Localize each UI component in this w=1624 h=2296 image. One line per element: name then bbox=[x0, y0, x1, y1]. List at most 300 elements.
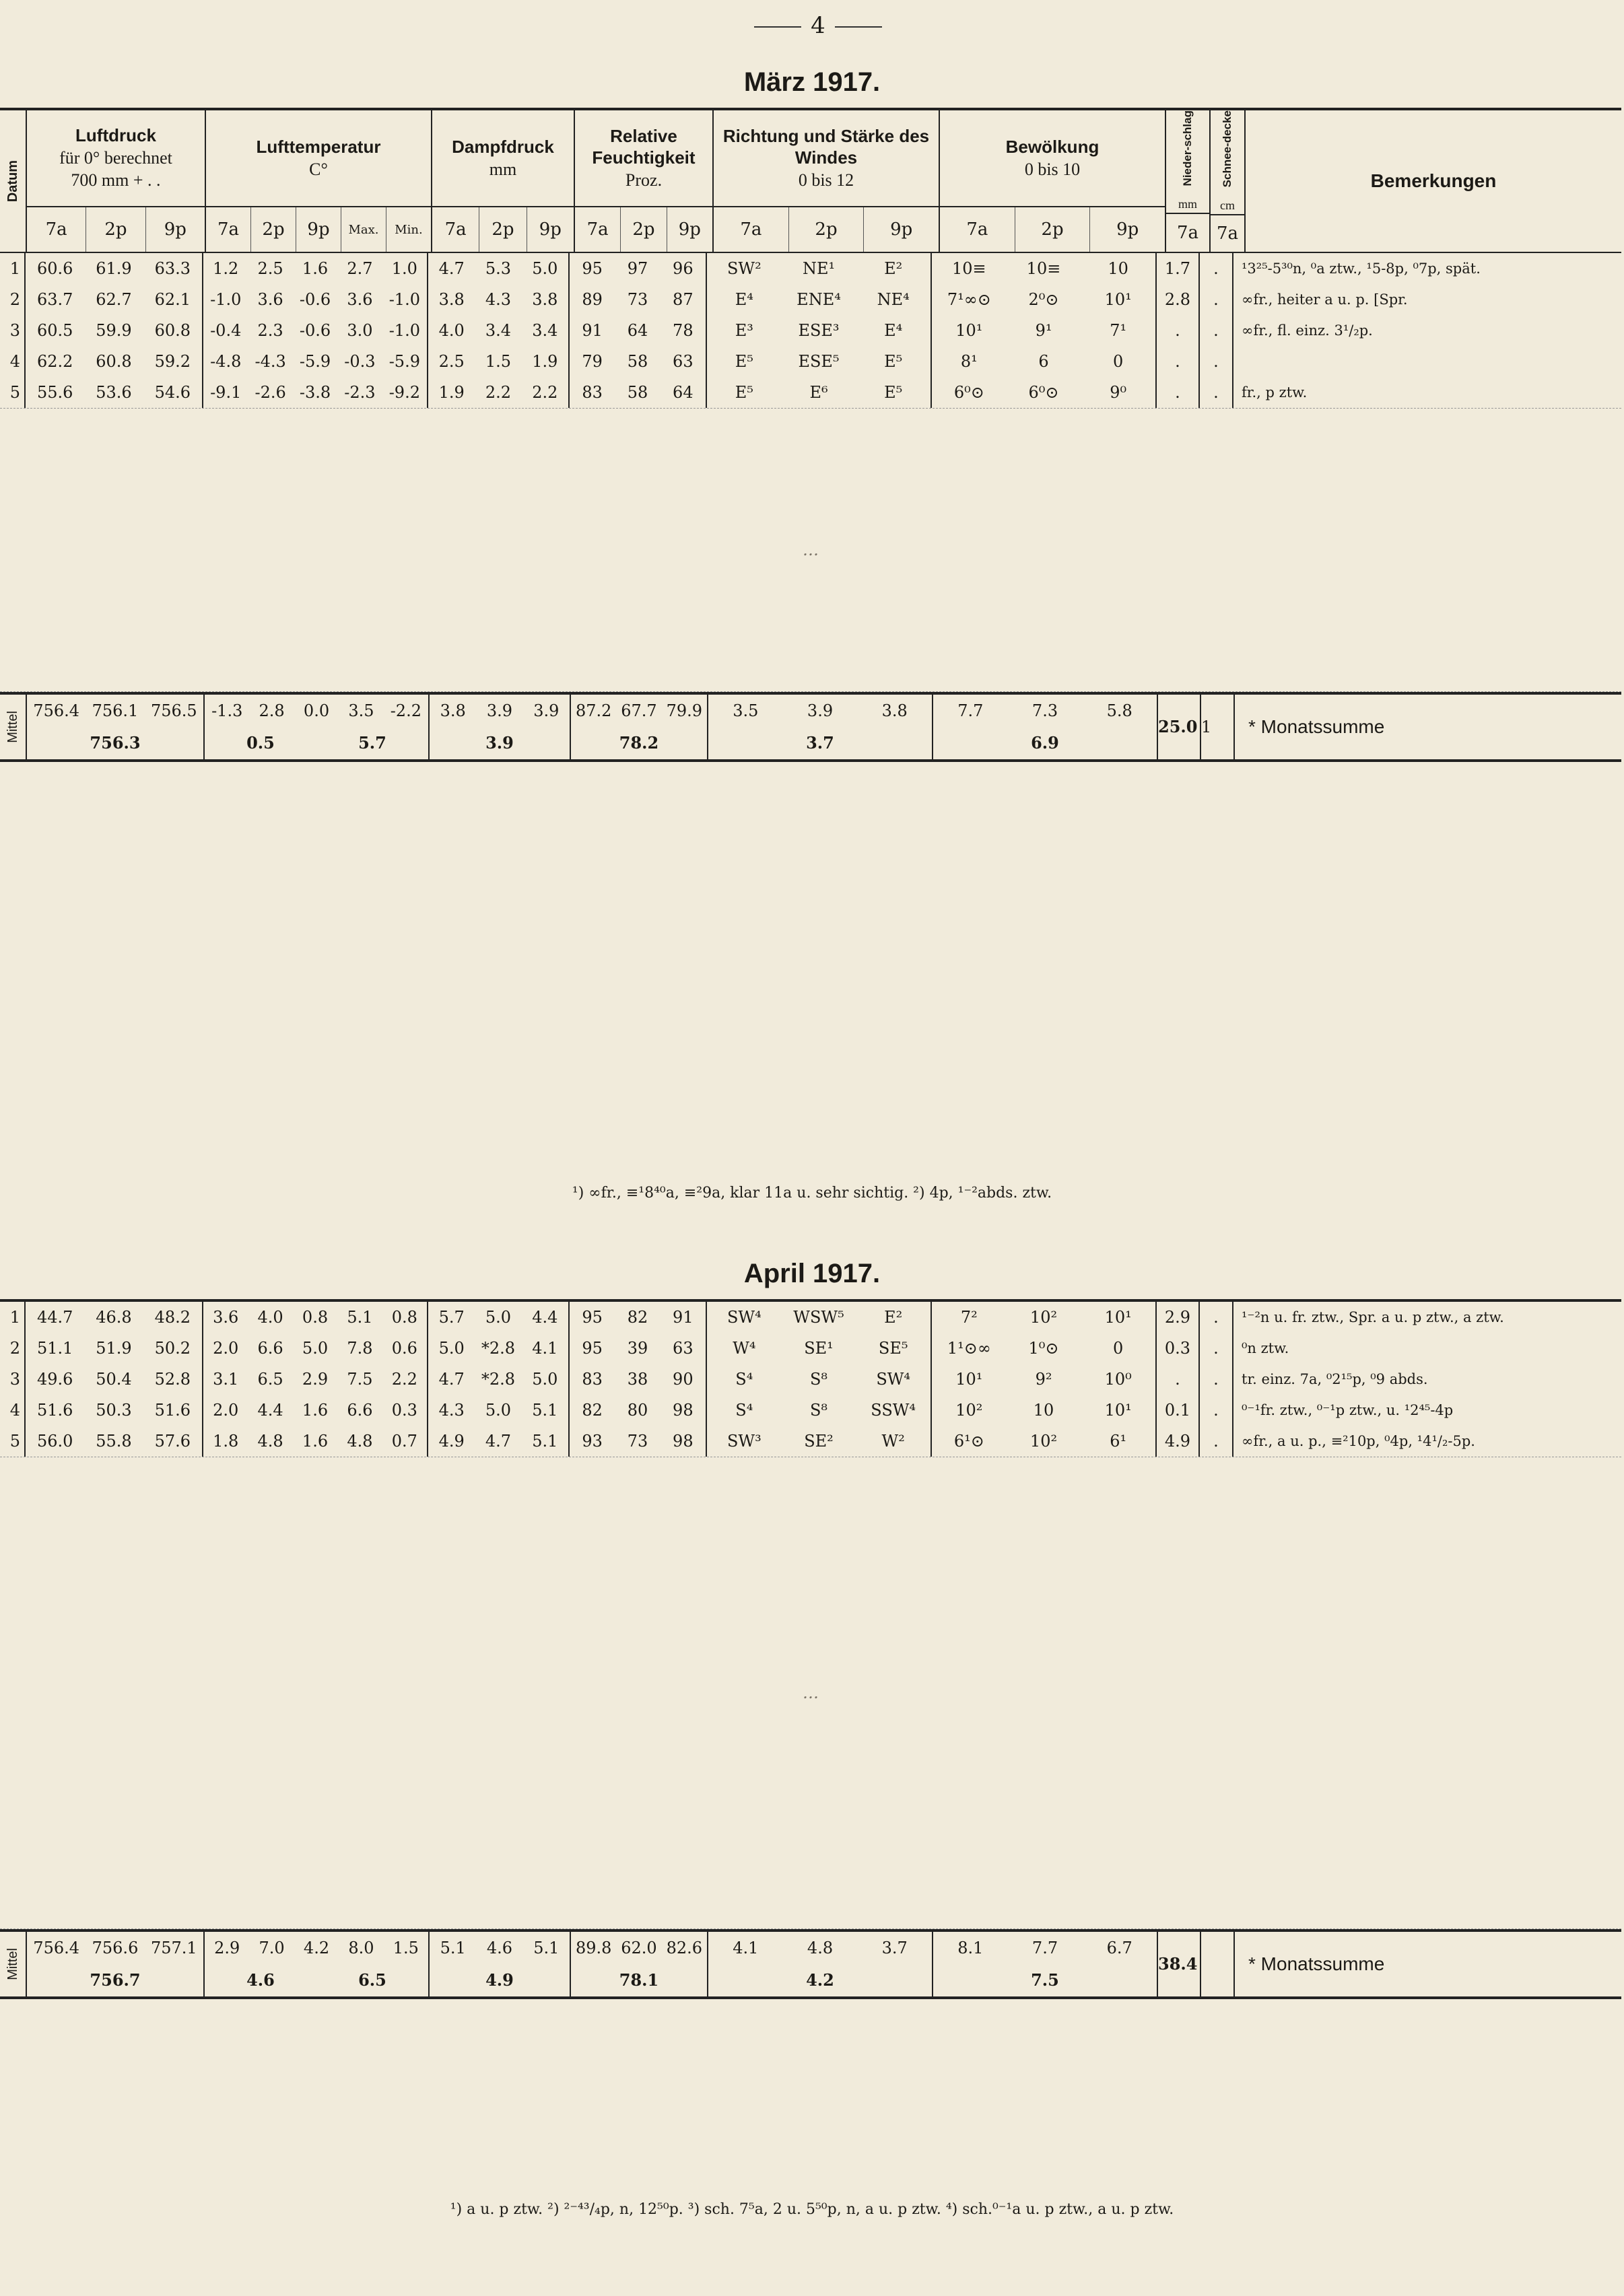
table-cell: 10 bbox=[1033, 1401, 1054, 1420]
table-cell: -4.3 bbox=[255, 352, 286, 371]
table-cell: 83 bbox=[582, 383, 603, 402]
table-cell: 0.5 bbox=[246, 733, 275, 753]
cell-group-b bbox=[932, 1333, 1157, 1364]
table-row bbox=[0, 284, 1621, 315]
cell-group-dd bbox=[428, 1333, 570, 1364]
table-cell: 6⁰⊙ bbox=[1028, 383, 1059, 402]
table-cell: 757.1 bbox=[150, 1939, 197, 1957]
table-cell: 4.7 bbox=[438, 259, 465, 278]
month-title-april: April 1917. bbox=[743, 1259, 881, 1288]
table-cell: 756.5 bbox=[150, 701, 197, 720]
cell-group-p bbox=[26, 1364, 203, 1395]
table-cell: 756.1 bbox=[92, 701, 139, 720]
table-cell: 5.1 bbox=[347, 1308, 373, 1327]
table-cell: -0.3 bbox=[344, 352, 376, 371]
table-cell: . bbox=[1213, 290, 1219, 309]
cell-schneedecke bbox=[1200, 346, 1233, 377]
table-cell: 7¹ bbox=[1110, 321, 1127, 340]
table-cell: 51.9 bbox=[96, 1339, 132, 1358]
table-cell: 1.9 bbox=[532, 352, 558, 371]
table-cell: 1.8 bbox=[213, 1432, 239, 1451]
col-datum: Datum bbox=[0, 110, 27, 252]
table-april bbox=[0, 1299, 1621, 1999]
remark-cell: ⁰n ztw. bbox=[1242, 1340, 1289, 1356]
table-cell: 6.6 bbox=[257, 1339, 283, 1358]
table-cell: 6⁰⊙ bbox=[953, 383, 984, 402]
table-cell: E³ bbox=[735, 321, 753, 340]
cell-group-f bbox=[570, 1426, 707, 1457]
table-cell: 78.2 bbox=[619, 733, 659, 753]
table-cell: 1.5 bbox=[485, 352, 512, 371]
april-rows bbox=[0, 1302, 1621, 1457]
table-cell: 54.6 bbox=[154, 383, 191, 402]
table-cell: 78.1 bbox=[619, 1970, 659, 1990]
table-cell: SW² bbox=[726, 259, 762, 278]
table-cell: 4.6 bbox=[486, 1939, 513, 1957]
table-cell: 10¹ bbox=[1104, 1401, 1132, 1420]
table-cell: 6.7 bbox=[1106, 1939, 1132, 1957]
col-group-dampfdruck: Dampfdruck mm 7a 2p 9p bbox=[432, 110, 575, 252]
mittel-b bbox=[933, 1932, 1158, 1996]
table-row bbox=[0, 377, 1621, 408]
cell-niederschlag bbox=[1157, 1426, 1200, 1457]
remark-cell: ∞fr., fl. einz. 3¹/₂p. bbox=[1242, 322, 1373, 339]
cell-group-w bbox=[707, 377, 932, 408]
mittel-schneedecke bbox=[1201, 1932, 1235, 1996]
mittel-schneedecke bbox=[1201, 695, 1235, 759]
table-cell: 95 bbox=[582, 1308, 603, 1327]
table-cell: 10 bbox=[1108, 259, 1128, 278]
table-cell: 63.7 bbox=[36, 290, 73, 309]
table-cell: -5.9 bbox=[299, 352, 331, 371]
cell-group-dd bbox=[428, 377, 570, 408]
table-cell: SW⁴ bbox=[876, 1370, 911, 1389]
table-march bbox=[0, 108, 1621, 762]
cell-schneedecke bbox=[1200, 1364, 1233, 1395]
mittel-p bbox=[27, 1932, 205, 1996]
table-row bbox=[0, 253, 1621, 284]
table-cell: 1⁰⊙ bbox=[1028, 1339, 1059, 1358]
table-cell: 10≡ bbox=[952, 259, 986, 278]
col-group-bewoelkung: Bewölkung 0 bis 10 7a 2p 9p bbox=[940, 110, 1166, 252]
table-cell: 9⁰ bbox=[1110, 383, 1127, 402]
table-cell: . bbox=[1213, 352, 1219, 371]
table-cell: 48.2 bbox=[154, 1308, 191, 1327]
table-cell: 1¹⊙∞ bbox=[947, 1339, 991, 1358]
table-cell: . bbox=[1213, 1339, 1219, 1358]
cell-group-w bbox=[707, 315, 932, 346]
cell-niederschlag bbox=[1157, 253, 1200, 284]
cell-group-f bbox=[570, 315, 707, 346]
table-cell: 4.7 bbox=[485, 1432, 512, 1451]
table-cell: -1.0 bbox=[388, 290, 420, 309]
cell-group-t bbox=[203, 284, 428, 315]
table-cell: 0.3 bbox=[1164, 1339, 1191, 1358]
date-cell: 3 bbox=[0, 315, 26, 346]
table-cell: 1.6 bbox=[302, 259, 329, 278]
table-cell: 60.8 bbox=[154, 321, 191, 340]
table-cell: 4.3 bbox=[438, 1401, 465, 1420]
table-cell: 52.8 bbox=[154, 1370, 191, 1389]
table-cell: 756.7 bbox=[90, 1970, 141, 1990]
table-cell: -0.4 bbox=[210, 321, 242, 340]
table-cell: 3.8 bbox=[440, 701, 466, 720]
table-cell: 5.1 bbox=[532, 1401, 558, 1420]
cell-group-p bbox=[26, 284, 203, 315]
table-cell: E⁴ bbox=[884, 321, 903, 340]
table-cell: 10¹ bbox=[1104, 290, 1132, 309]
cell-schneedecke bbox=[1200, 1302, 1233, 1333]
cell-group-f bbox=[570, 253, 707, 284]
table-cell: 62.2 bbox=[36, 352, 73, 371]
omitted-rows-note: … bbox=[0, 408, 1621, 692]
table-cell: 6¹ bbox=[1110, 1432, 1127, 1451]
table-cell: 1.0 bbox=[391, 259, 417, 278]
table-cell: 4.9 bbox=[438, 1432, 465, 1451]
mittel-f bbox=[571, 1932, 708, 1996]
cell-group-t bbox=[203, 1333, 428, 1364]
table-cell: 59.9 bbox=[96, 321, 132, 340]
table-cell: E⁴ bbox=[735, 290, 753, 309]
table-cell: 0.1 bbox=[1164, 1401, 1191, 1420]
table-cell: 6 bbox=[1038, 352, 1049, 371]
table-cell: 7.5 bbox=[347, 1370, 373, 1389]
table-cell: 3.7 bbox=[806, 733, 834, 753]
table-cell: 79 bbox=[582, 352, 603, 371]
table-cell: 4.2 bbox=[303, 1939, 330, 1957]
table-cell: 98 bbox=[673, 1432, 693, 1451]
table-cell: 8¹ bbox=[960, 352, 978, 371]
table-cell: 87.2 bbox=[575, 701, 612, 720]
mittel-w bbox=[708, 1932, 933, 1996]
table-cell: 3.6 bbox=[257, 290, 283, 309]
table-cell: 10≡ bbox=[1026, 259, 1061, 278]
cell-group-w bbox=[707, 1426, 932, 1457]
table-cell: -2.3 bbox=[344, 383, 376, 402]
omitted-rows-note: … bbox=[0, 1457, 1621, 1929]
table-cell: 2.8 bbox=[259, 701, 285, 720]
cell-group-w bbox=[707, 284, 932, 315]
table-cell: 46.8 bbox=[96, 1308, 132, 1327]
date-cell: 4 bbox=[0, 1395, 26, 1426]
cell-group-p bbox=[26, 346, 203, 377]
table-cell: 2.5 bbox=[257, 259, 283, 278]
table-cell: 5.0 bbox=[438, 1339, 465, 1358]
table-cell: 5.7 bbox=[358, 733, 386, 753]
cell-niederschlag bbox=[1157, 1302, 1200, 1333]
table-cell: 62.1 bbox=[154, 290, 191, 309]
cell-group-p bbox=[26, 377, 203, 408]
cell-schneedecke bbox=[1200, 284, 1233, 315]
table-cell: E⁵ bbox=[884, 383, 903, 402]
table-cell: 4.8 bbox=[807, 1939, 834, 1957]
table-cell: 0.8 bbox=[302, 1308, 329, 1327]
table-cell: 1.2 bbox=[213, 259, 239, 278]
table-cell: 10² bbox=[955, 1401, 983, 1420]
cell-group-b bbox=[932, 1426, 1157, 1457]
cell-niederschlag bbox=[1157, 346, 1200, 377]
table-cell: 4.0 bbox=[257, 1308, 283, 1327]
cell-group-f bbox=[570, 1395, 707, 1426]
table-cell: SE¹ bbox=[804, 1339, 834, 1358]
table-cell: 80 bbox=[627, 1401, 648, 1420]
table-row bbox=[0, 1364, 1621, 1395]
table-cell: 4.8 bbox=[347, 1432, 373, 1451]
table-cell: 2.8 bbox=[1164, 290, 1191, 309]
cell-group-dd bbox=[428, 284, 570, 315]
table-cell: 58 bbox=[627, 352, 648, 371]
mittel-label: Mittel bbox=[0, 695, 27, 759]
table-cell: -1.0 bbox=[210, 290, 242, 309]
table-cell: S⁸ bbox=[809, 1401, 828, 1420]
table-cell: 25.0 bbox=[1158, 717, 1198, 736]
date-cell: 1 bbox=[0, 253, 26, 284]
table-cell: 4.7 bbox=[438, 1370, 465, 1389]
table-cell: 90 bbox=[673, 1370, 693, 1389]
table-cell: 60.5 bbox=[36, 321, 73, 340]
table-cell: 2⁰⊙ bbox=[1028, 290, 1059, 309]
table-cell: 4.1 bbox=[733, 1939, 759, 1957]
table-cell: E⁵ bbox=[884, 352, 903, 371]
table-cell: 3.9 bbox=[486, 701, 513, 720]
cell-group-t bbox=[203, 346, 428, 377]
table-cell: 10¹ bbox=[955, 321, 983, 340]
remark-cell: tr. einz. 7a, ⁰2¹⁵p, ⁰9 abds. bbox=[1242, 1371, 1428, 1387]
mittel-label: Mittel bbox=[0, 1932, 27, 1996]
cell-group-w bbox=[707, 1364, 932, 1395]
mittel-f bbox=[571, 695, 708, 759]
table-cell: 78 bbox=[673, 321, 693, 340]
date-cell: 4 bbox=[0, 346, 26, 377]
cell-niederschlag bbox=[1157, 1333, 1200, 1364]
cell-niederschlag bbox=[1157, 1395, 1200, 1426]
table-cell: 93 bbox=[582, 1432, 603, 1451]
cell-group-dd bbox=[428, 1395, 570, 1426]
table-cell: 5.1 bbox=[440, 1939, 466, 1957]
table-cell: 3.6 bbox=[213, 1308, 239, 1327]
table-cell: 10² bbox=[1029, 1432, 1058, 1451]
table-cell: 756.4 bbox=[33, 701, 80, 720]
table-cell: 56.0 bbox=[36, 1432, 73, 1451]
table-header bbox=[0, 110, 1621, 253]
table-cell: 64 bbox=[627, 321, 648, 340]
table-cell: SW³ bbox=[726, 1432, 762, 1451]
table-cell: 2.5 bbox=[438, 352, 465, 371]
table-cell: 5.1 bbox=[533, 1939, 560, 1957]
table-row bbox=[0, 1333, 1621, 1364]
cell-group-t bbox=[203, 1364, 428, 1395]
cell-group-dd bbox=[428, 315, 570, 346]
col-schneedecke: Schnee-decke cm 7a bbox=[1211, 110, 1246, 252]
cell-group-w bbox=[707, 1302, 932, 1333]
cell-group-t bbox=[203, 1426, 428, 1457]
table-cell: 50.2 bbox=[154, 1339, 191, 1358]
table-cell: 4.0 bbox=[438, 321, 465, 340]
table-cell: 3.0 bbox=[347, 321, 373, 340]
cell-niederschlag bbox=[1157, 315, 1200, 346]
table-cell: 7.3 bbox=[1031, 701, 1058, 720]
table-cell: W² bbox=[881, 1432, 905, 1451]
table-cell: 2.0 bbox=[213, 1339, 239, 1358]
table-cell: SE⁵ bbox=[878, 1339, 908, 1358]
cell-group-w bbox=[707, 1333, 932, 1364]
table-cell: 38.4 bbox=[1158, 1954, 1198, 1974]
table-cell: 49.6 bbox=[36, 1370, 73, 1389]
table-cell: 7.7 bbox=[957, 701, 984, 720]
cell-group-p bbox=[26, 1395, 203, 1426]
date-cell: 3 bbox=[0, 1364, 26, 1395]
cell-group-p bbox=[26, 253, 203, 284]
cell-group-dd bbox=[428, 1426, 570, 1457]
cell-niederschlag bbox=[1157, 377, 1200, 408]
cell-group-f bbox=[570, 1364, 707, 1395]
table-cell: 55.8 bbox=[96, 1432, 132, 1451]
table-cell: 3.4 bbox=[485, 321, 512, 340]
table-cell: 6¹⊙ bbox=[953, 1432, 984, 1451]
table-cell: 50.4 bbox=[96, 1370, 132, 1389]
table-cell: 5.0 bbox=[485, 1401, 512, 1420]
table-cell: 3.4 bbox=[532, 321, 558, 340]
table-cell: 3.7 bbox=[881, 1939, 908, 1957]
table-cell: 2.3 bbox=[257, 321, 283, 340]
table-cell: 4.6 bbox=[246, 1970, 275, 1990]
date-cell: 2 bbox=[0, 1333, 26, 1364]
cell-niederschlag bbox=[1157, 284, 1200, 315]
table-cell: 10⁰ bbox=[1104, 1370, 1132, 1389]
table-cell: E² bbox=[884, 259, 903, 278]
table-row bbox=[0, 1395, 1621, 1426]
remark-cell: ¹3²⁵-5³⁰n, ⁰a ztw., ¹5-8p, ⁰7p, spät. bbox=[1242, 260, 1481, 277]
table-cell: 44.7 bbox=[36, 1308, 73, 1327]
cell-schneedecke bbox=[1200, 377, 1233, 408]
table-cell: . bbox=[1213, 321, 1219, 340]
table-cell: 63 bbox=[673, 1339, 693, 1358]
table-cell: 1 bbox=[1201, 718, 1212, 736]
table-cell: 4.8 bbox=[257, 1432, 283, 1451]
table-cell: 2.9 bbox=[214, 1939, 240, 1957]
cell-group-b bbox=[932, 284, 1157, 315]
table-row bbox=[0, 1426, 1621, 1457]
cell-schneedecke bbox=[1200, 315, 1233, 346]
remark-cell: fr., p ztw. bbox=[1242, 384, 1308, 401]
cell-group-p bbox=[26, 1333, 203, 1364]
table-cell: 39 bbox=[627, 1339, 648, 1358]
mittel-niederschlag bbox=[1158, 1932, 1201, 1996]
table-cell: 0 bbox=[1113, 352, 1124, 371]
table-cell: 55.6 bbox=[36, 383, 73, 402]
table-cell: 9¹ bbox=[1035, 321, 1052, 340]
table-cell: -9.2 bbox=[388, 383, 420, 402]
table-cell: 5.0 bbox=[532, 1370, 558, 1389]
cell-group-b bbox=[932, 1395, 1157, 1426]
table-cell: NE⁴ bbox=[877, 290, 910, 309]
table-cell: 4.1 bbox=[532, 1339, 558, 1358]
table-cell: 0.8 bbox=[391, 1308, 417, 1327]
table-cell: E⁵ bbox=[735, 352, 753, 371]
table-cell: 0 bbox=[1113, 1339, 1124, 1358]
table-row bbox=[0, 1302, 1621, 1333]
table-cell: 51.6 bbox=[154, 1401, 191, 1420]
table-cell: 8.0 bbox=[348, 1939, 374, 1957]
mittel-w bbox=[708, 695, 933, 759]
table-cell: 4.4 bbox=[532, 1308, 558, 1327]
table-cell: 3.5 bbox=[733, 701, 759, 720]
table-cell: 3.9 bbox=[807, 701, 834, 720]
table-cell: 6.6 bbox=[347, 1401, 373, 1420]
table-cell: 756.6 bbox=[92, 1939, 139, 1957]
cell-schneedecke bbox=[1200, 1333, 1233, 1364]
remark-cell: ∞fr., a u. p., ≡²10p, ⁰4p, ¹4¹/₂-5p. bbox=[1242, 1433, 1475, 1449]
table-cell: 3.9 bbox=[485, 733, 514, 753]
table-cell: 756.3 bbox=[90, 733, 141, 753]
cell-group-w bbox=[707, 253, 932, 284]
table-cell: 7¹∞⊙ bbox=[947, 290, 991, 309]
table-cell: 1.6 bbox=[302, 1401, 329, 1420]
page-number: 4 bbox=[731, 12, 906, 39]
col-group-lufttemperatur: Lufttemperatur C° 7a 2p 9p Max. Min. bbox=[206, 110, 432, 252]
table-cell: 73 bbox=[627, 1432, 648, 1451]
table-cell: 61.9 bbox=[96, 259, 132, 278]
mittel-row bbox=[0, 692, 1621, 759]
table-cell: 7.8 bbox=[347, 1339, 373, 1358]
table-cell: E² bbox=[884, 1308, 903, 1327]
cell-group-f bbox=[570, 1333, 707, 1364]
table-cell: 91 bbox=[673, 1308, 693, 1327]
table-cell: 7.5 bbox=[1031, 1970, 1059, 1990]
table-cell: . bbox=[1175, 321, 1180, 340]
table-cell: 2.2 bbox=[485, 383, 512, 402]
cell-group-t bbox=[203, 1302, 428, 1333]
table-cell: S⁴ bbox=[735, 1401, 753, 1420]
date-cell: 5 bbox=[0, 1426, 26, 1457]
monatssumme-note: * Monatssumme bbox=[1248, 1953, 1385, 1974]
table-cell: E⁵ bbox=[735, 383, 753, 402]
table-cell: 50.3 bbox=[96, 1401, 132, 1420]
cell-group-t bbox=[203, 253, 428, 284]
table-cell: 98 bbox=[673, 1401, 693, 1420]
cell-group-f bbox=[570, 346, 707, 377]
table-cell: 3.8 bbox=[532, 290, 558, 309]
table-cell: WSW⁵ bbox=[793, 1308, 844, 1327]
table-cell: -2.2 bbox=[390, 701, 421, 720]
table-cell: 89 bbox=[582, 290, 603, 309]
table-cell: . bbox=[1175, 1370, 1180, 1389]
mittel-t bbox=[205, 1932, 430, 1996]
date-cell: 2 bbox=[0, 284, 26, 315]
table-cell: 38 bbox=[627, 1370, 648, 1389]
table-cell: 89.8 bbox=[575, 1939, 612, 1957]
table-cell: 4.9 bbox=[485, 1970, 514, 1990]
table-cell: . bbox=[1213, 1432, 1219, 1451]
table-cell: 3.9 bbox=[533, 701, 560, 720]
mittel-niederschlag bbox=[1158, 695, 1201, 759]
table-cell: W⁴ bbox=[733, 1339, 756, 1358]
table-cell: 63 bbox=[673, 352, 693, 371]
col-group-wind: Richtung und Stärke des Windes 0 bis 12 7a 2p 9p bbox=[714, 110, 940, 252]
table-cell: -1.3 bbox=[211, 701, 243, 720]
table-cell: 9² bbox=[1035, 1370, 1052, 1389]
table-cell: 1.6 bbox=[302, 1432, 329, 1451]
table-cell: 95 bbox=[582, 259, 603, 278]
cell-group-p bbox=[26, 315, 203, 346]
table-cell: 0.0 bbox=[303, 701, 330, 720]
table-cell: 62.7 bbox=[96, 290, 132, 309]
mittel-row bbox=[0, 1929, 1621, 1996]
table-row bbox=[0, 346, 1621, 377]
table-cell: 10² bbox=[1029, 1308, 1058, 1327]
cell-group-b bbox=[932, 377, 1157, 408]
cell-group-p bbox=[26, 1426, 203, 1457]
